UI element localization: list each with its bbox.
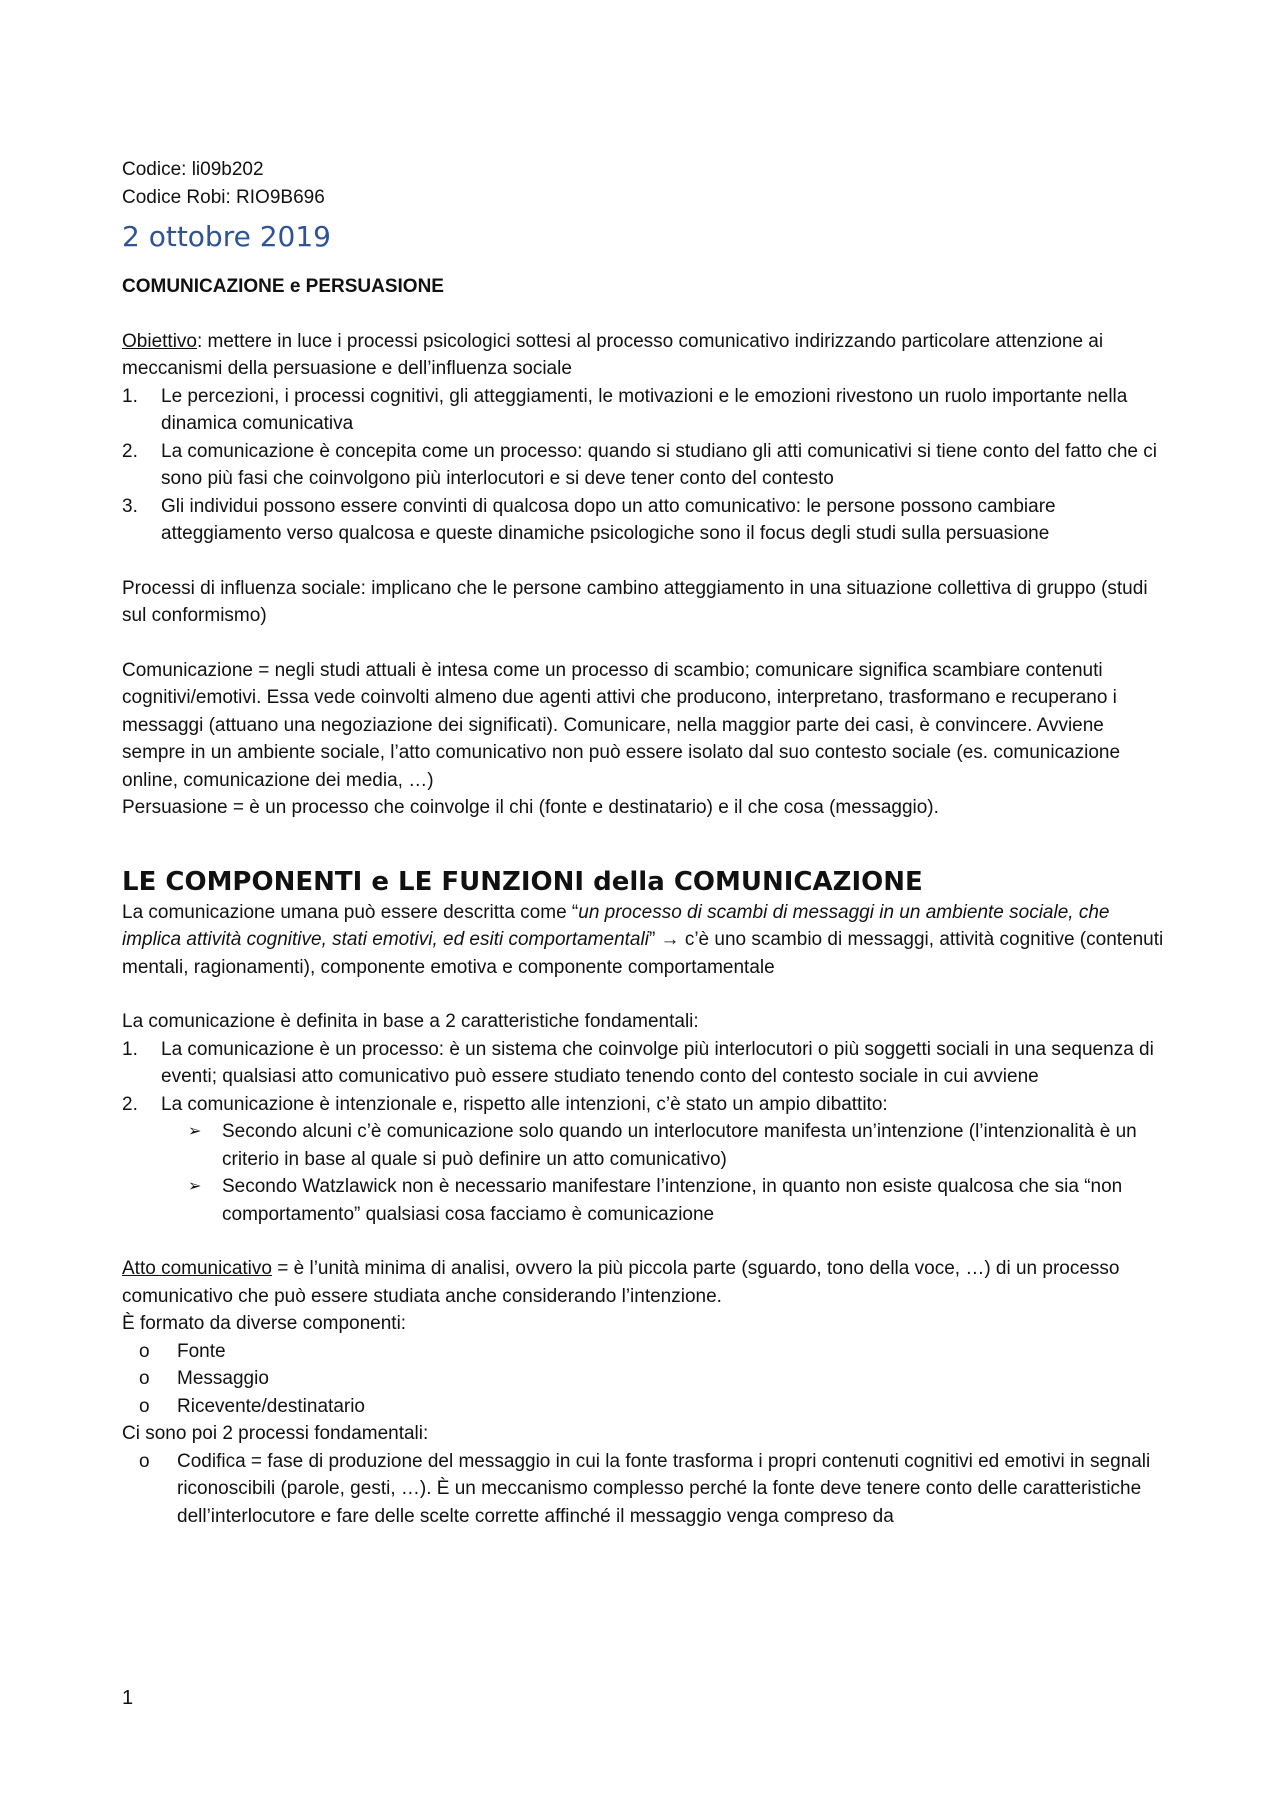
list-marker: 2. [122,440,138,462]
date-heading: 2 ottobre 2019 [122,220,331,253]
numbered-list [122,1036,1167,1119]
list-item [122,493,1167,548]
circle-bullet-icon: o [139,1450,150,1472]
list-item-text: Fonte [177,1340,226,1362]
atto-text: = è l’unità minima di analisi, ovvero la più piccola parte (sguardo, tono della voce, …) di un processo comunicativo che può essere studiata anche considerando l’intenzione. [122,1258,1120,1307]
intro-text-a: La comunicazione umana può essere descritta come “ [122,901,579,923]
codice-line: Codice: li09b202 [122,159,264,180]
list-marker: 1. [122,385,138,407]
list-item-text: Gli individui possono essere convinti di qualcosa dopo un atto comunicativo: le persone possono cambiare atteggiamento verso qualcosa e queste dinamiche psicologiche sono il focus degli studi sulla persuasione [161,495,1056,544]
list-item-text: La comunicazione è un processo: è un sistema che coinvolge più interlocutori o più soggetti sociali in una sequenza di eventi; qualsiasi atto comunicativo può essere studiato tenendo conto del contesto sociale in cui avviene [161,1038,1154,1087]
list-marker: 1. [122,1038,138,1060]
intro-paragraph [122,899,1167,982]
list-item [122,1338,1167,1366]
list-marker: 2. [122,1093,138,1115]
arrow-bullet-list [161,1118,1167,1228]
list-item-text: Messaggio [177,1368,269,1389]
spacer [122,301,1167,328]
page-number: 1 [122,1687,134,1709]
list-item-text: Secondo alcuni c’è comunicazione solo quando un interlocutore manifesta un’intenzione (l’intenzionalità è un criterio in base al quale si può definire un atto comunicativo) [222,1121,1137,1170]
list-item-text: La comunicazione è intenzionale e, rispetto alle intenzioni, c’è stato un ampio dibattito: [161,1093,888,1115]
arrow-bullet-icon: ➢ [188,1123,202,1140]
obiettivo-text: : mettere in luce i processi psicologici sottesi al processo comunicativo indirizzando particolare attenzione ai meccanismi della persuasione e dell’influenza sociale [122,330,1104,379]
processi-intro-line: Ci sono poi 2 processi fondamentali: [122,1423,429,1444]
circle-bullet-icon: o [139,1395,150,1417]
intro-quote: un processo di scambi di messaggi in un ambiente sociale, che implica attività cognitive, stati emotivi, ed esiti comportamentali [122,901,1110,950]
spacer [122,630,1167,657]
section-heading: LE COMPONENTI e LE FUNZIONI della COMUNICAZIONE [122,866,923,897]
numbered-list [122,383,1167,548]
list-item [122,1448,1167,1531]
arrow-bullet-icon: ➢ [188,1178,202,1195]
page-content [122,156,1167,1530]
list-item-text: Secondo Watzlawick non è necessario manifestare l’intenzione, in quanto non esiste qualcosa che sia “non comportamento” qualsiasi cosa facciamo è comunicazione [222,1176,1123,1225]
list-item [122,1036,1167,1091]
list-marker: 3. [122,495,138,517]
circle-bullet-icon: o [139,1368,150,1389]
list-item [161,1118,1167,1173]
spacer [122,1228,1167,1255]
list-item [122,1365,1167,1393]
list-item [122,1393,1167,1421]
circle-bullet-icon: o [139,1340,150,1362]
list-item [122,1091,1167,1119]
definita-paragraph: La comunicazione è definita in base a 2 caratteristiche fondamentali: [122,1011,699,1032]
spacer [122,548,1167,575]
spacer [122,981,1167,1008]
codice-robi-line: Codice Robi: RIO9B696 [122,186,325,208]
list-item-text: Le percezioni, i processi cognitivi, gli atteggiamenti, le motivazioni e le emozioni rivestono un ruolo importante nella dinamica comunicativa [161,385,1128,434]
circle-bullet-list [122,1338,1167,1421]
list-item [122,438,1167,493]
formato-line: È formato da diverse componenti: [122,1313,407,1334]
obiettivo-label: Obiettivo [122,330,197,352]
list-item-text: Ricevente/destinatario [177,1395,365,1417]
obiettivo-paragraph [122,328,1167,383]
influenza-paragraph: Processi di influenza sociale: implicano che le persone cambino atteggiamento in una situazione collettiva di gruppo (studi sul conformismo) [122,577,1148,626]
list-item [122,383,1167,438]
intro-text-b: ” → c’è uno scambio di messaggi, attività cognitive (contenuti mentali, ragionamenti), componente emotiva e componente comportamentale [122,929,1164,978]
list-item [161,1173,1167,1228]
circle-bullet-list [122,1448,1167,1531]
comunicazione-paragraph: Comunicazione = negli studi attuali è intesa come un processo di scambio; comunicare significa scambiare contenuti cognitivi/emotivi. Essa vede coinvolti almeno due agenti attivi che producono, interpretano, trasformano e recuperano i messaggi (attuano una negoziazione dei significati). Comunicare, nella maggior parte dei casi, è convincere. Avviene sempre in un ambiente sociale, l’atto comunicativo non può essere isolato dal suo contesto sociale (es. comunicazione online, comunicazione dei media, …) [122,659,1121,791]
persuasione-paragraph: Persuasione = è un processo che coinvolge il chi (fonte e destinatario) e il che cosa (messaggio). [122,797,939,818]
atto-label: Atto comunicativo [122,1258,272,1279]
list-item-text: Codifica = fase di produzione del messaggio in cui la fonte trasforma i propri contenuti cognitivi ed emotivi in segnali riconoscibili (parole, gesti, …). È un meccanismo complesso perché la fonte deve tenere conto delle caratteristiche dell’interlocutore e fare delle scelte corrette affinché il messaggio venga compreso da [177,1450,1151,1527]
section-title: COMUNICAZIONE e PERSUASIONE [122,276,444,297]
atto-paragraph [122,1255,1167,1310]
list-item-text: La comunicazione è concepita come un processo: quando si studiano gli atti comunicativi si tiene conto del fatto che ci sono più fasi che coinvolgono più interlocutori e si deve tener conto del contesto [161,440,1157,489]
